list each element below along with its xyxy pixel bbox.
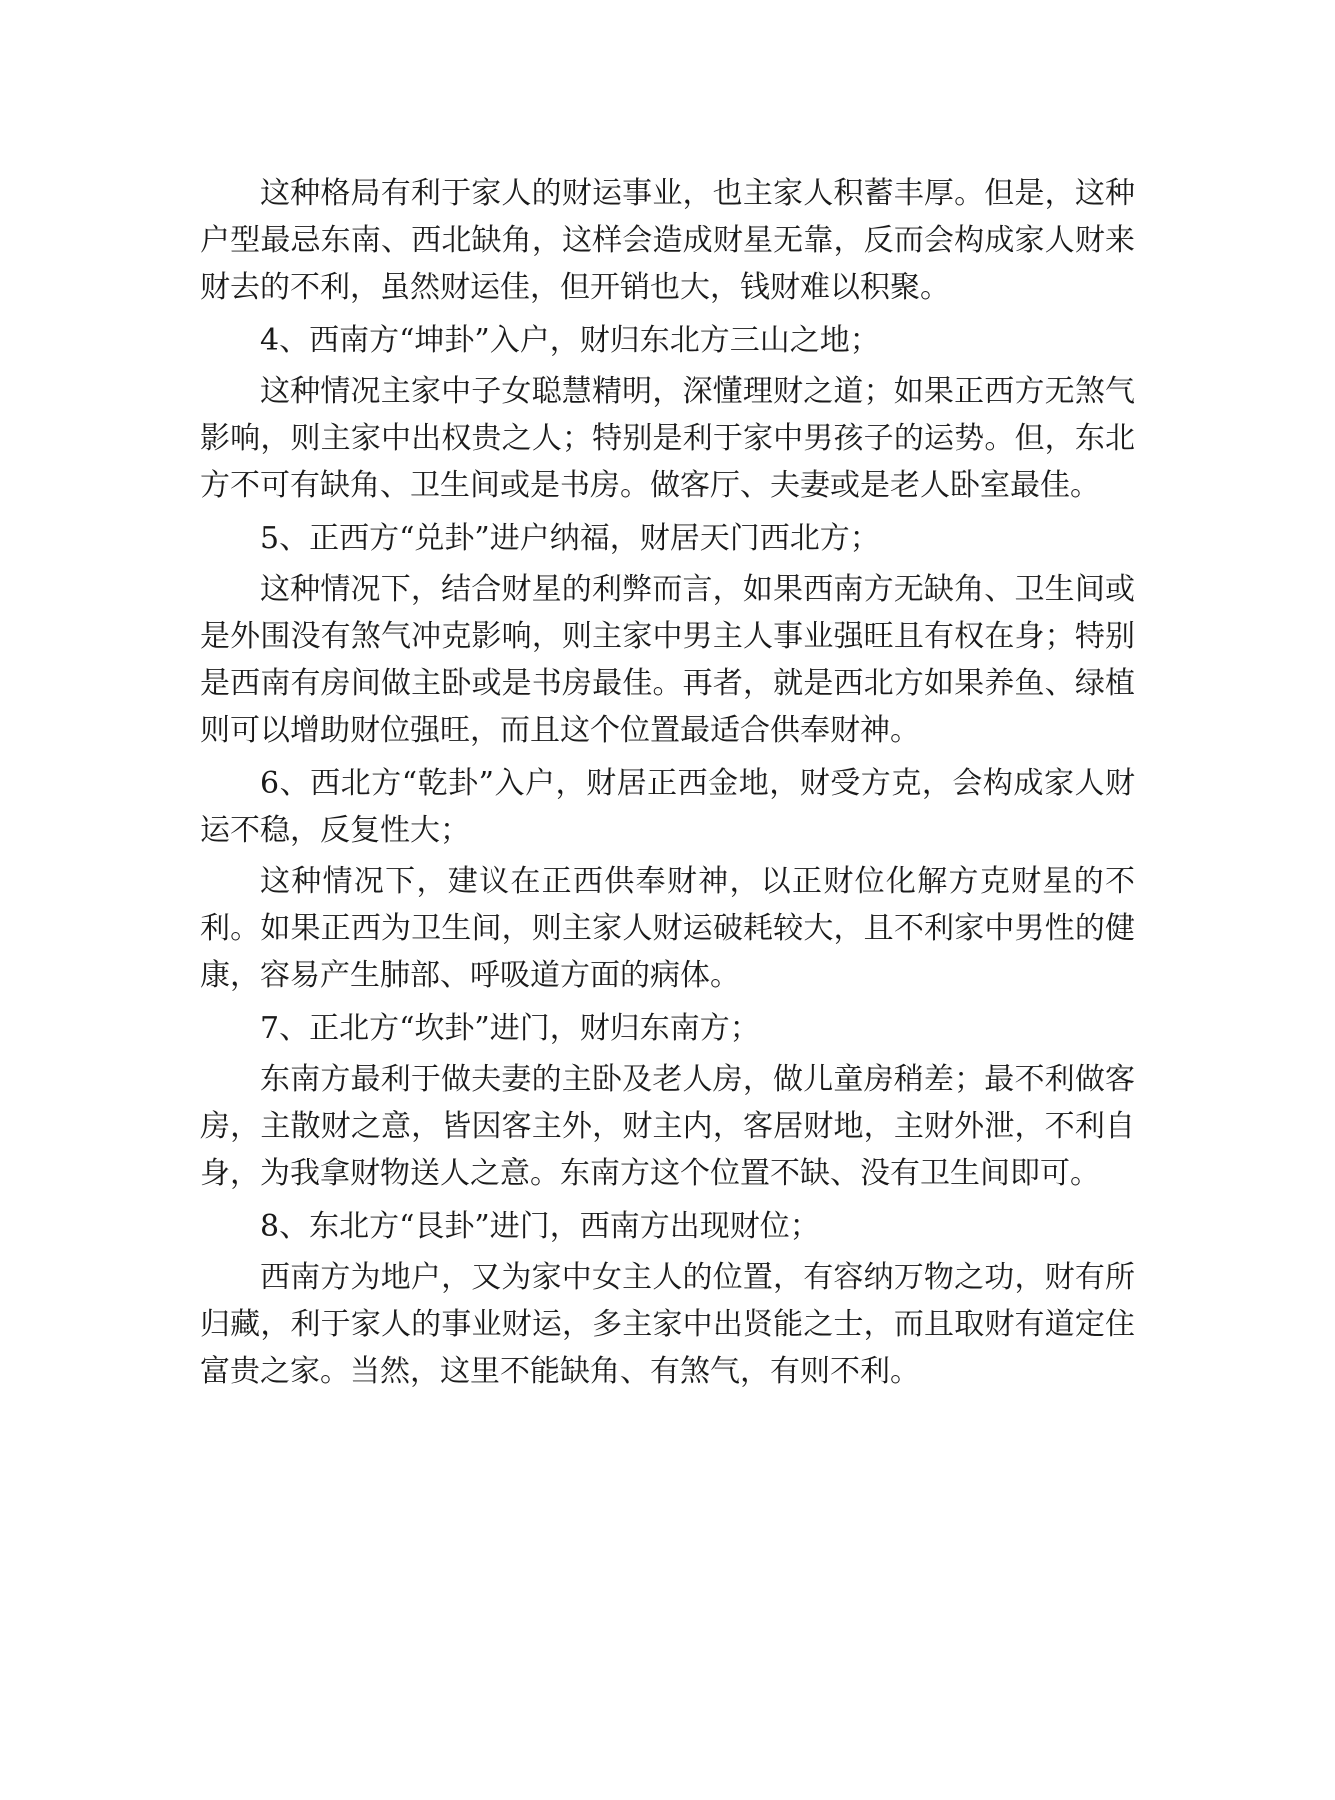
paragraph: 东南方最利于做夫妻的主卧及老人房，做儿童房稍差；最不利做客房，主散财之意，皆因客主外，财主内，客居财地，主财外泄，不利自身，为我拿财物送人之意。东南方这个位置不缺、没有卫生间即可。 [200, 1062, 1135, 1191]
document-body [200, 170, 1135, 1401]
paragraph: 这种格局有利于家人的财运事业，也主家人积蓄丰厚。但是，这种户型最忌东南、西北缺角，这样会造成财星无靠，反而会构成家人财来财去的不利，虽然财运佳，但开销也大，钱财难以积聚。 [200, 176, 1135, 305]
section-heading: 5、正西方“兑卦”进户纳福，财居天门西北方； [260, 521, 880, 556]
paragraph: 这种情况下，建议在正西供奉财神，以正财位化解方克财星的不利。如果正西为卫生间，则主家人财运破耗较大，且不利家中男性的健康，容易产生肺部、呼吸道方面的病体。 [200, 864, 1135, 993]
section-heading: 4、西南方“坤卦”入户，财归东北方三山之地； [260, 323, 880, 358]
paragraph: 这种情况主家中子女聪慧精明，深懂理财之道；如果正西方无煞气影响，则主家中出权贵之人；特别是利于家中男孩子的运势。但，东北方不可有缺角、卫生间或是书房。做客厅、夫妻或是老人卧室最佳。 [200, 374, 1135, 503]
section-heading: 7、正北方“坎卦”进门，财归东南方； [260, 1011, 760, 1046]
paragraph: 这种情况下，结合财星的利弊而言，如果西南方无缺角、卫生间或是外围没有煞气冲克影响，则主家中男主人事业强旺且有权在身；特别是西南有房间做主卧或是书房最佳。再者，就是西北方如果养鱼、绿植则可以增助财位强旺，而且这个位置最适合供奉财神。 [200, 572, 1135, 748]
section-heading: 8、东北方“艮卦”进门，西南方出现财位； [260, 1209, 820, 1244]
section-heading: 6、西北方“乾卦”入户，财居正西金地，财受方克，会构成家人财运不稳，反复性大； [200, 766, 1135, 848]
paragraph: 西南方为地户，又为家中女主人的位置，有容纳万物之功，财有所归藏，利于家人的事业财运，多主家中出贤能之士，而且取财有道定住富贵之家。当然，这里不能缺角、有煞气，有则不利。 [200, 1260, 1135, 1389]
